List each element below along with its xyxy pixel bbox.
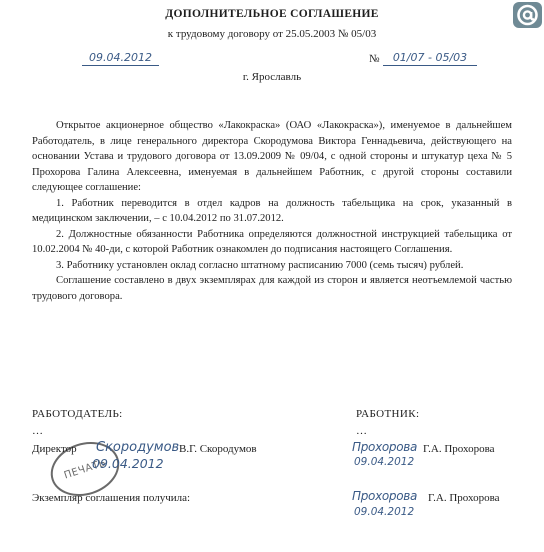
received-date: 09.04.2012 <box>354 506 415 518</box>
document-subtitle: к трудовому договору от 25.05.2003 № 05/03 <box>167 28 377 40</box>
agreement-body <box>32 118 512 304</box>
employee-dots: … <box>356 425 367 437</box>
city-line: г. Ярославль <box>242 71 302 83</box>
at-sign-logo-icon <box>513 2 542 28</box>
director-name: В.Г. Скородумов <box>179 443 257 455</box>
stamp-text: ПЕЧАТЬ <box>62 457 108 481</box>
director-signature: Скородумов <box>96 440 180 455</box>
employee-heading: РАБОТНИК: <box>356 408 420 420</box>
received-signature: Прохорова <box>352 489 418 503</box>
clause-2: 2. Должностные обязанности Работника определяются должностной инструкцией табельщика от 10.02.2004 № 40-ди, с которой Работник ознакомлен до подписания настоящего Соглашения. <box>32 228 512 255</box>
agreement-date-field: 09.04.2012 <box>82 51 159 66</box>
received-name: Г.А. Прохорова <box>428 492 500 504</box>
director-label: Директор <box>32 443 77 455</box>
document-title: ДОПОЛНИТЕЛЬНОЕ СОГЛАШЕНИЕ <box>165 8 379 20</box>
employee-signature: Прохорова <box>352 440 418 454</box>
employee-name: Г.А. Прохорова <box>423 443 495 455</box>
employer-dots: … <box>32 425 43 437</box>
clause-1: 1. Работник переводится в отдел кадров на должность табельщика на срок, указанный в медицинском заключении, – с 10.04.2012 по 31.07.2012. <box>32 197 512 224</box>
intro-paragraph: Открытое акционерное общество «Лакокраска» (ОАО «Лакокраска»), именуемое в дальнейшем Работодатель, в лице генерального директора Скородумова Виктора Геннадьевича, действующего на основании Устава и трудового договора от 13.09.2009 № 09/04, с одной стороны и штукатур цеха № 5 Прохорова Галина Алексеевна, именуемая в дальнейшем Работник, с другой стороны составили следующее соглашение: <box>32 120 512 193</box>
received-label: Экземпляр соглашения получила: <box>32 492 191 504</box>
agreement-number-field: 01/07 - 05/03 <box>383 51 477 66</box>
number-label: № <box>369 53 380 65</box>
director-sign-date: 09.04.2012 <box>92 456 164 471</box>
employer-heading: РАБОТОДАТЕЛЬ: <box>32 408 123 420</box>
employee-sign-date: 09.04.2012 <box>354 456 415 468</box>
clause-3: 3. Работнику установлен оклад согласно штатному расписанию 7000 (семь тысяч) рублей. <box>56 259 464 271</box>
closing-paragraph: Соглашение составлено в двух экземплярах для каждой из сторон и является неотъемлемой частью трудового договора. <box>32 275 512 302</box>
